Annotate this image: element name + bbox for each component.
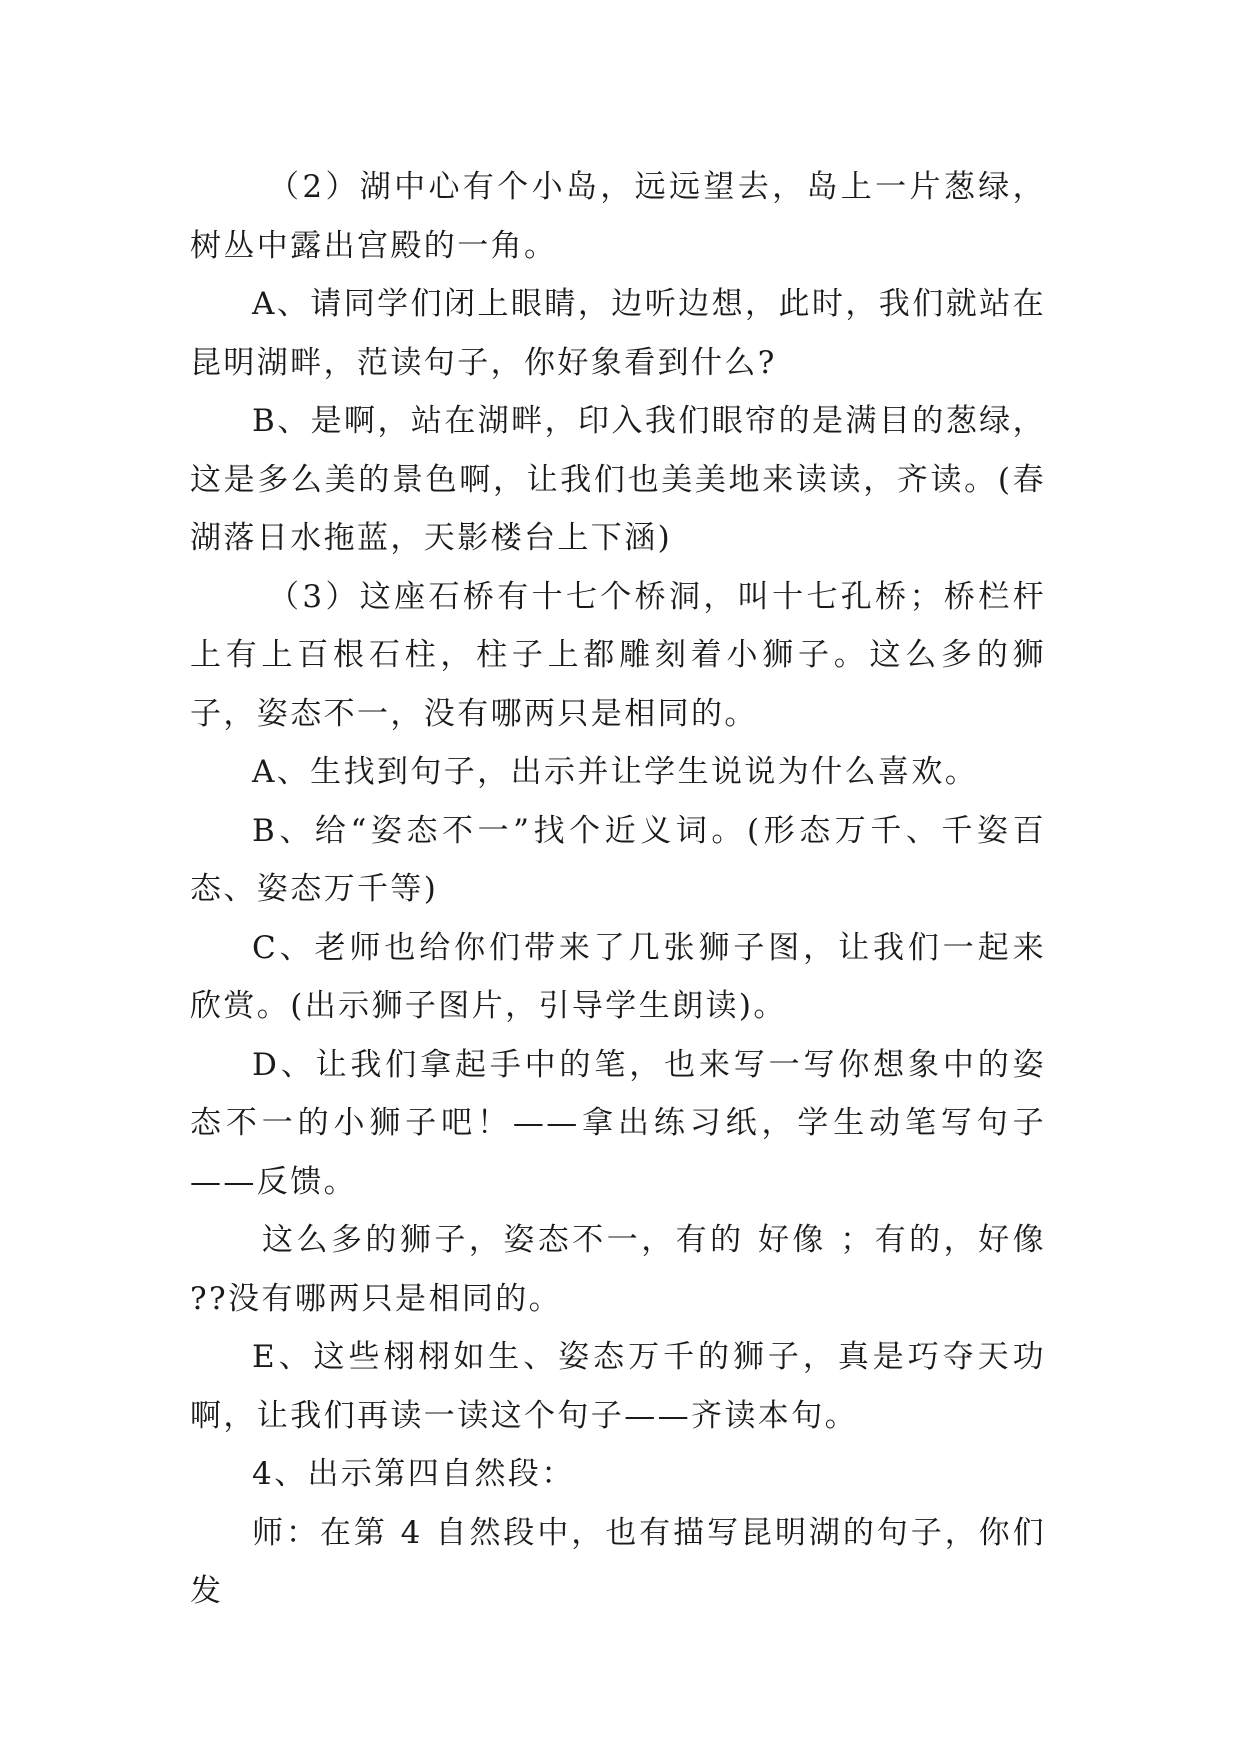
paragraph-island: （2）湖中心有个小岛，远远望去，岛上一片葱绿，树丛中露出宫殿的一角。 bbox=[190, 169, 1046, 264]
document-body bbox=[190, 158, 1046, 1621]
paragraph-teacher-prompt: 师：在第 4 自然段中，也有描写昆明湖的句子，你们发 bbox=[190, 1514, 1046, 1609]
paragraph-fill-in-sentence: 这么多的狮子，姿态不一，有的 好像 ；有的，好像 ??没有哪两只是相同的。 bbox=[190, 1222, 1046, 1317]
paragraph-find-sentence: A、生找到句子，出示并让学生说说为什么喜欢。 bbox=[252, 754, 979, 790]
paragraph-close-eyes: A、请同学们闭上眼睛，边听边想，此时，我们就站在昆明湖畔，范读句子，你好象看到什么? bbox=[190, 286, 1046, 381]
paragraph-lifelike-lions: E、这些栩栩如生、姿态万千的狮子，真是巧夺天功啊，让我们再读一读这个句子——齐读本句。 bbox=[190, 1339, 1046, 1434]
paragraph-writing-exercise: D、让我们拿起手中的笔，也来写一写你想象中的姿态不一的小狮子吧！——拿出练习纸，学生动笔写句子——反馈。 bbox=[190, 1046, 1046, 1200]
paragraph-fourth-section: 4、出示第四自然段： bbox=[252, 1456, 575, 1492]
paragraph-stone-bridge: （3）这座石桥有十七个桥洞，叫十七孔桥；桥栏杆上有上百根石柱，柱子上都雕刻着小狮子。这么多的狮子，姿态不一，没有哪两只是相同的。 bbox=[190, 578, 1046, 732]
paragraph-lion-pictures: C、老师也给你们带来了几张狮子图，让我们一起来欣赏。(出示狮子图片，引导学生朗读)。 bbox=[190, 929, 1046, 1024]
paragraph-synonym: B、给“姿态不一”找个近义词。(形态万千、千姿百态、姿态万千等) bbox=[190, 812, 1046, 907]
paragraph-lakeside: B、是啊，站在湖畔，印入我们眼帘的是满目的葱绿，这是多么美的景色啊，让我们也美美地来读读，齐读。(春湖落日水拖蓝，天影楼台上下涵) bbox=[190, 403, 1046, 556]
